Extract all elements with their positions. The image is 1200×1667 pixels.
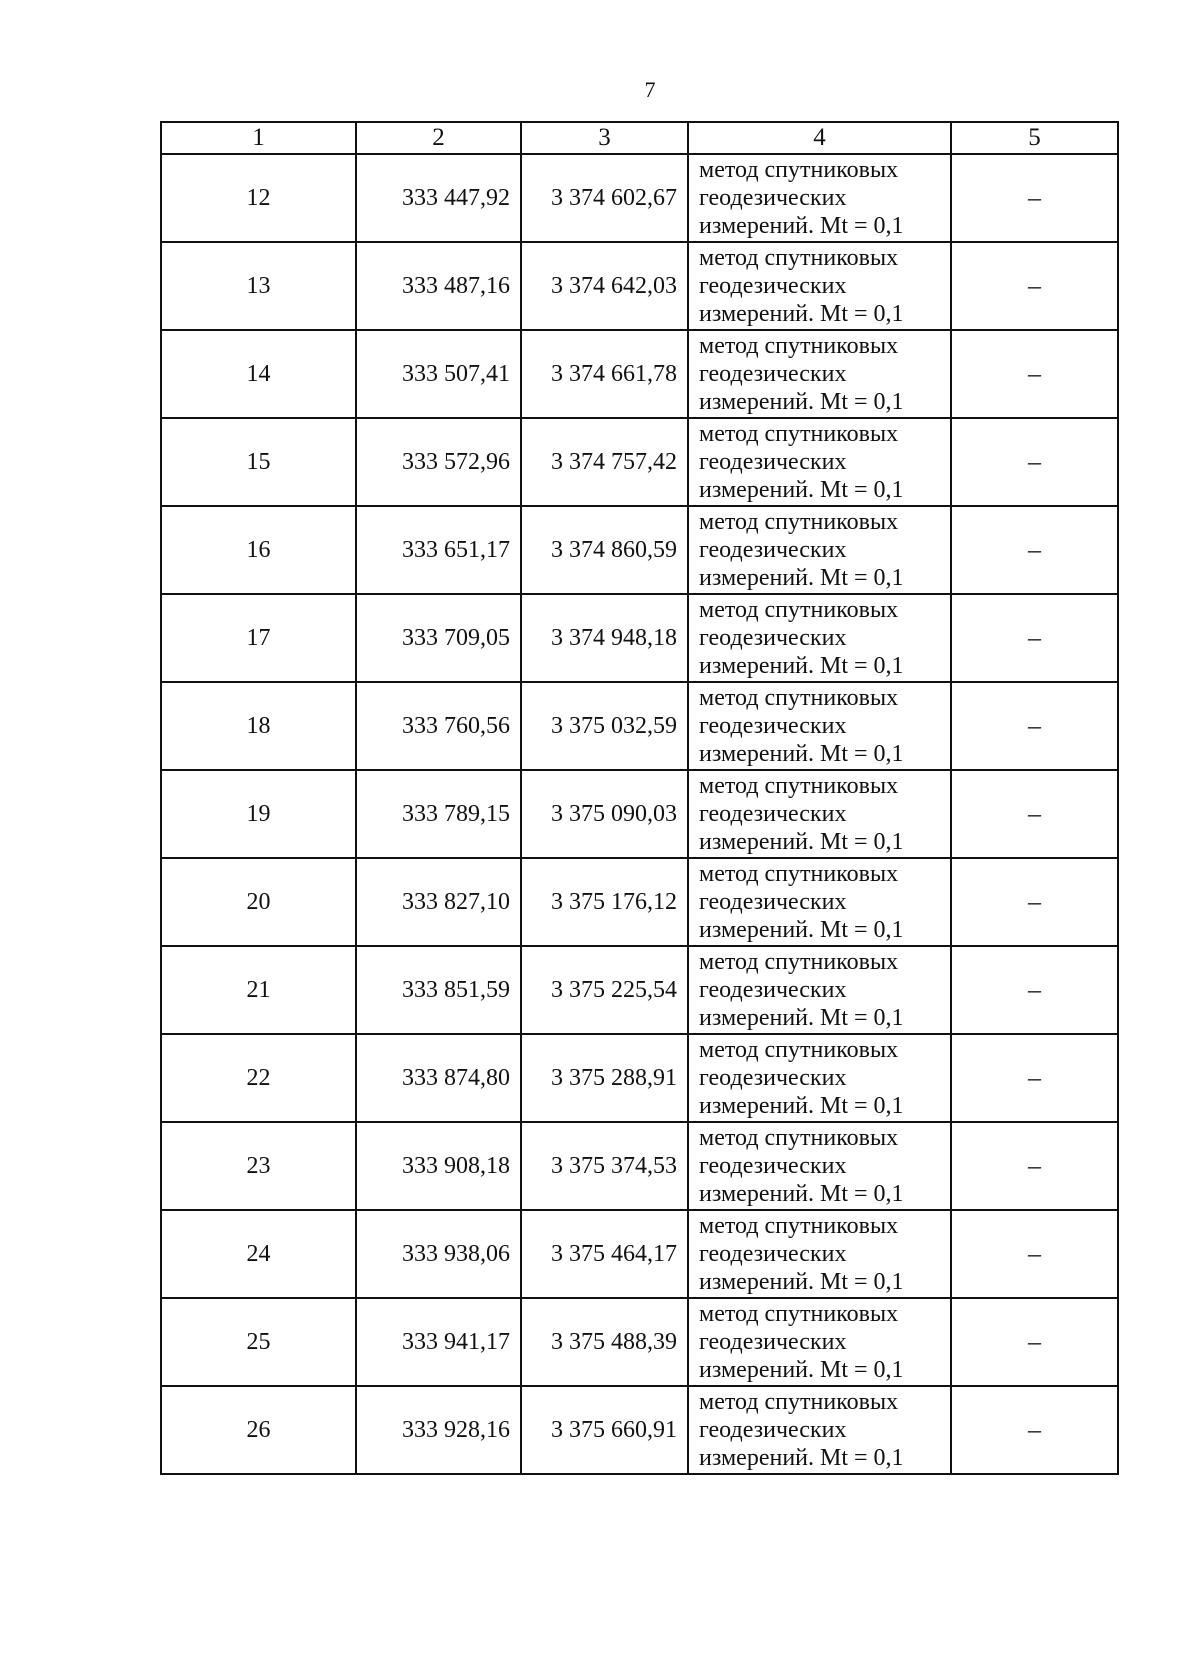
- note-cell: –: [951, 682, 1118, 770]
- point-number-cell: 23: [161, 1122, 356, 1210]
- method-line: геодезических: [699, 625, 847, 651]
- point-number-cell: 20: [161, 858, 356, 946]
- method-line: геодезических: [699, 1417, 847, 1443]
- method-cell: [688, 1034, 951, 1122]
- note-cell: –: [951, 1386, 1118, 1474]
- method-line: измерений. Mt = 0,1: [699, 1181, 904, 1207]
- method-cell: [688, 330, 951, 418]
- note-cell: –: [951, 858, 1118, 946]
- x-coordinate-cell: 333 874,80: [356, 1034, 521, 1122]
- y-coordinate-cell: 3 374 860,59: [521, 506, 688, 594]
- x-coordinate-cell: 333 941,17: [356, 1298, 521, 1386]
- method-cell: [688, 242, 951, 330]
- y-coordinate-cell: 3 375 660,91: [521, 1386, 688, 1474]
- x-coordinate-cell: 333 709,05: [356, 594, 521, 682]
- point-number-cell: 25: [161, 1298, 356, 1386]
- point-number-cell: 18: [161, 682, 356, 770]
- table-row: [161, 154, 1118, 242]
- x-coordinate-cell: 333 447,92: [356, 154, 521, 242]
- method-cell: [688, 1122, 951, 1210]
- method-cell: [688, 770, 951, 858]
- y-coordinate-cell: 3 375 288,91: [521, 1034, 688, 1122]
- method-line: метод спутниковых: [699, 509, 899, 535]
- method-line: метод спутниковых: [699, 333, 899, 359]
- point-number-cell: 15: [161, 418, 356, 506]
- point-number-cell: 22: [161, 1034, 356, 1122]
- note-cell: –: [951, 1034, 1118, 1122]
- method-cell: [688, 1210, 951, 1298]
- y-coordinate-cell: 3 374 948,18: [521, 594, 688, 682]
- note-cell: –: [951, 594, 1118, 682]
- table-row: [161, 1298, 1118, 1386]
- method-line: геодезических: [699, 977, 847, 1003]
- method-line: геодезических: [699, 361, 847, 387]
- method-line: измерений. Mt = 0,1: [699, 1269, 904, 1295]
- note-cell: –: [951, 1122, 1118, 1210]
- method-line: метод спутниковых: [699, 861, 899, 887]
- y-coordinate-cell: 3 375 374,53: [521, 1122, 688, 1210]
- y-coordinate-cell: 3 375 488,39: [521, 1298, 688, 1386]
- method-cell: [688, 858, 951, 946]
- table-row: [161, 1034, 1118, 1122]
- point-number-cell: 12: [161, 154, 356, 242]
- x-coordinate-cell: 333 760,56: [356, 682, 521, 770]
- method-line: геодезических: [699, 1065, 847, 1091]
- method-line: метод спутниковых: [699, 597, 899, 623]
- table-row: [161, 946, 1118, 1034]
- note-cell: –: [951, 1298, 1118, 1386]
- method-line: измерений. Mt = 0,1: [699, 1005, 904, 1031]
- note-cell: –: [951, 154, 1118, 242]
- y-coordinate-cell: 3 374 602,67: [521, 154, 688, 242]
- method-line: геодезических: [699, 1329, 847, 1355]
- column-header-1: 1: [161, 122, 356, 154]
- method-cell: [688, 506, 951, 594]
- table-row: [161, 594, 1118, 682]
- method-line: геодезических: [699, 1241, 847, 1267]
- method-cell: [688, 594, 951, 682]
- point-number-cell: 26: [161, 1386, 356, 1474]
- note-cell: –: [951, 242, 1118, 330]
- x-coordinate-cell: 333 487,16: [356, 242, 521, 330]
- table-row: [161, 1386, 1118, 1474]
- table-row: [161, 330, 1118, 418]
- method-line: геодезических: [699, 185, 847, 211]
- method-line: измерений. Mt = 0,1: [699, 1445, 904, 1471]
- x-coordinate-cell: 333 789,15: [356, 770, 521, 858]
- method-line: измерений. Mt = 0,1: [699, 213, 904, 239]
- method-line: геодезических: [699, 801, 847, 827]
- page-number: 7: [644, 77, 656, 102]
- method-line: геодезических: [699, 713, 847, 739]
- point-number-cell: 14: [161, 330, 356, 418]
- table-row: [161, 770, 1118, 858]
- point-number-cell: 19: [161, 770, 356, 858]
- y-coordinate-cell: 3 374 757,42: [521, 418, 688, 506]
- note-cell: –: [951, 330, 1118, 418]
- point-number-cell: 17: [161, 594, 356, 682]
- method-line: геодезических: [699, 537, 847, 563]
- y-coordinate-cell: 3 375 032,59: [521, 682, 688, 770]
- method-line: метод спутниковых: [699, 421, 899, 447]
- method-cell: [688, 946, 951, 1034]
- table-row: [161, 242, 1118, 330]
- table-row: [161, 418, 1118, 506]
- x-coordinate-cell: 333 928,16: [356, 1386, 521, 1474]
- method-line: геодезических: [699, 889, 847, 915]
- y-coordinate-cell: 3 374 642,03: [521, 242, 688, 330]
- method-line: геодезических: [699, 449, 847, 475]
- method-line: метод спутниковых: [699, 245, 899, 271]
- method-line: измерений. Mt = 0,1: [699, 301, 904, 327]
- note-cell: –: [951, 418, 1118, 506]
- method-line: геодезических: [699, 1153, 847, 1179]
- x-coordinate-cell: 333 851,59: [356, 946, 521, 1034]
- method-line: измерений. Mt = 0,1: [699, 1093, 904, 1119]
- note-cell: –: [951, 506, 1118, 594]
- note-cell: –: [951, 1210, 1118, 1298]
- y-coordinate-cell: 3 375 225,54: [521, 946, 688, 1034]
- x-coordinate-cell: 333 938,06: [356, 1210, 521, 1298]
- method-line: метод спутниковых: [699, 685, 899, 711]
- method-cell: [688, 682, 951, 770]
- method-line: метод спутниковых: [699, 949, 899, 975]
- table-row: [161, 858, 1118, 946]
- point-number-cell: 21: [161, 946, 356, 1034]
- method-line: измерений. Mt = 0,1: [699, 565, 904, 591]
- method-line: метод спутниковых: [699, 773, 899, 799]
- method-line: метод спутниковых: [699, 1037, 899, 1063]
- method-line: измерений. Mt = 0,1: [699, 1357, 904, 1383]
- column-header-4: 4: [688, 122, 951, 154]
- method-line: измерений. Mt = 0,1: [699, 829, 904, 855]
- method-line: метод спутниковых: [699, 1389, 899, 1415]
- x-coordinate-cell: 333 908,18: [356, 1122, 521, 1210]
- coordinates-table: [160, 121, 1119, 1475]
- method-cell: [688, 1386, 951, 1474]
- column-header-3: 3: [521, 122, 688, 154]
- y-coordinate-cell: 3 375 464,17: [521, 1210, 688, 1298]
- method-cell: [688, 1298, 951, 1386]
- method-line: измерений. Mt = 0,1: [699, 389, 904, 415]
- column-header-5: 5: [951, 122, 1118, 154]
- x-coordinate-cell: 333 651,17: [356, 506, 521, 594]
- y-coordinate-cell: 3 374 661,78: [521, 330, 688, 418]
- table-row: [161, 506, 1118, 594]
- column-header-2: 2: [356, 122, 521, 154]
- method-cell: [688, 418, 951, 506]
- point-number-cell: 24: [161, 1210, 356, 1298]
- point-number-cell: 16: [161, 506, 356, 594]
- method-line: метод спутниковых: [699, 1213, 899, 1239]
- method-line: геодезических: [699, 273, 847, 299]
- point-number-cell: 13: [161, 242, 356, 330]
- method-line: метод спутниковых: [699, 1125, 899, 1151]
- method-line: измерений. Mt = 0,1: [699, 477, 904, 503]
- table-header-row: [161, 122, 1118, 154]
- method-line: измерений. Mt = 0,1: [699, 917, 904, 943]
- y-coordinate-cell: 3 375 176,12: [521, 858, 688, 946]
- x-coordinate-cell: 333 507,41: [356, 330, 521, 418]
- method-line: измерений. Mt = 0,1: [699, 653, 904, 679]
- table-row: [161, 682, 1118, 770]
- method-line: метод спутниковых: [699, 157, 899, 183]
- y-coordinate-cell: 3 375 090,03: [521, 770, 688, 858]
- table-row: [161, 1122, 1118, 1210]
- method-cell: [688, 154, 951, 242]
- method-line: метод спутниковых: [699, 1301, 899, 1327]
- note-cell: –: [951, 770, 1118, 858]
- x-coordinate-cell: 333 827,10: [356, 858, 521, 946]
- table-row: [161, 1210, 1118, 1298]
- method-line: измерений. Mt = 0,1: [699, 741, 904, 767]
- note-cell: –: [951, 946, 1118, 1034]
- x-coordinate-cell: 333 572,96: [356, 418, 521, 506]
